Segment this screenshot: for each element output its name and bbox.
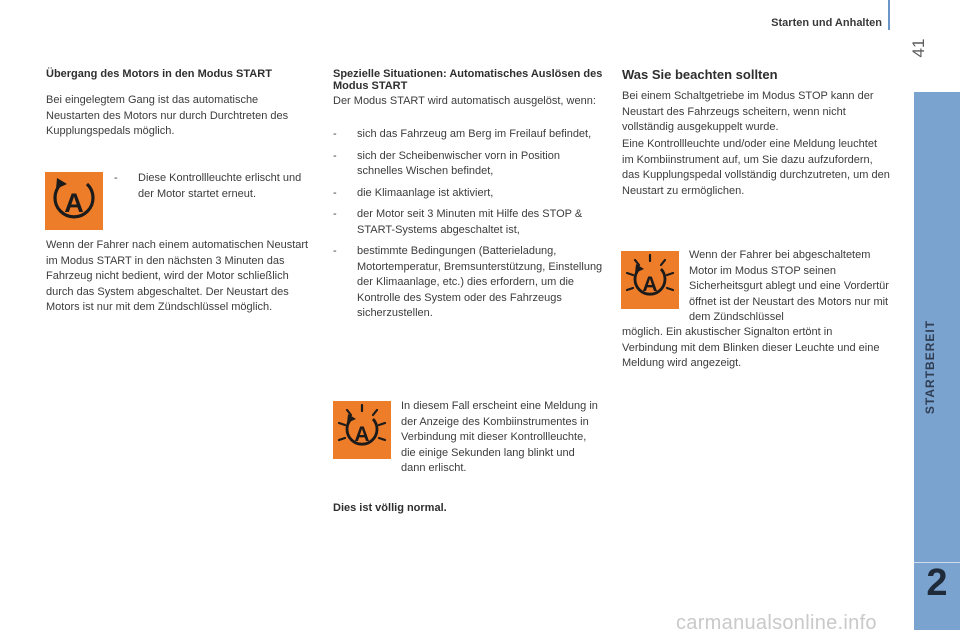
auto-start-arrow-icon <box>45 172 103 230</box>
svg-text:A: A <box>64 188 84 218</box>
list-item: - Diese Kontrollleuchte erlischt und der Motor startet erneut. <box>114 171 320 202</box>
list-item: - sich der Scheibenwischer vorn in Position schnelles Wischen befindet, <box>333 149 605 180</box>
header-divider <box>888 0 890 30</box>
col2-icon-note: In diesem Fall erscheint eine Meldung in der Anzeige des Kombiinstrumentes in Verbindung mit dieser Kontrollleuchte, die einige Sekunden lang blinkt und dann erlischt. <box>401 400 598 474</box>
section-header-title: Starten und Anhalten <box>771 17 882 29</box>
col2-conditions-list <box>333 127 605 328</box>
chapter-number: 2 <box>926 562 948 604</box>
col3-icon-note-continued: möglich. Ein akustischer Signalton ertönt in Verbindung mit dem Blinken dieser Leuchte und eine Meldung wird angezeigt. <box>622 326 880 369</box>
chapter-sidebar <box>914 92 960 630</box>
col1-paragraph-2: Wenn der Fahrer nach einem automatischen Neustart im Modus START in den nächsten 3 Minuten das Fahrzeug nicht bedient, wird der Motor schließlich durch das System abgeschaltet. Der Neustart des Motors ist nur mit dem Zündschlüssel möglich. <box>46 239 309 313</box>
col3-paragraph-2: Eine Kontrollleuchte und/oder eine Meldung leuchtet im Kombiinstrument auf, um Sie dazu aufzufordern, das Kupplungspedal vollständig durchzutreten, um den Neustart zu ermöglichen. <box>622 138 890 197</box>
col1-intro: Bei eingelegtem Gang ist das automatische Neustarten des Motors nur durch Durchtreten des Kupplungspedals möglich. <box>46 94 289 137</box>
list-item: - bestimmte Bedingungen (Batterieladung, Motortemperatur, Bremsunterstützung, Einstellung der Klimaanlage, etc.) dies erfordern, um die Kontrolle des System oder des Fahrzeugs sicherzustellen. <box>333 244 605 322</box>
col3-icon-note: Wenn der Fahrer bei abgeschaltetem Motor im Modus STOP seinen Sicherheitsgurt ablegt und eine Vordertür öffnet ist der Neustart des Motors nur mit dem Zündschlüssel <box>689 249 889 323</box>
svg-text:A: A <box>642 273 658 296</box>
auto-start-blinking-icon <box>333 401 391 459</box>
col1-icon-note <box>114 171 320 208</box>
col3-paragraph-1: Bei einem Schaltgetriebe im Modus STOP kann der Neustart des Fahrzeugs scheitern, wenn nicht vollständig ausgekuppelt wurde. <box>622 90 874 133</box>
svg-text:A: A <box>354 423 370 446</box>
page-number: 41 <box>909 38 928 58</box>
col3-heading: Was Sie beachten sollten <box>622 67 778 82</box>
col2-heading: Spezielle Situationen: Automatisches Auslösen des Modus START <box>333 68 603 92</box>
col1-heading: Übergang des Motors in den Modus START <box>46 68 272 80</box>
chapter-label: STARTBEREIT <box>923 319 937 415</box>
col2-closing: Dies ist völlig normal. <box>333 502 447 514</box>
list-item: - sich das Fahrzeug am Berg im Freilauf befindet, <box>333 127 605 143</box>
watermark: carmanualsonline.info <box>676 612 877 634</box>
list-item: - der Motor seit 3 Minuten mit Hilfe des STOP & START-Systems abgeschaltet ist, <box>333 207 605 238</box>
col2-intro: Der Modus START wird automatisch ausgelöst, wenn: <box>333 95 596 107</box>
auto-start-blinking-icon <box>621 251 679 309</box>
list-item: - die Klimaanlage ist aktiviert, <box>333 186 605 202</box>
